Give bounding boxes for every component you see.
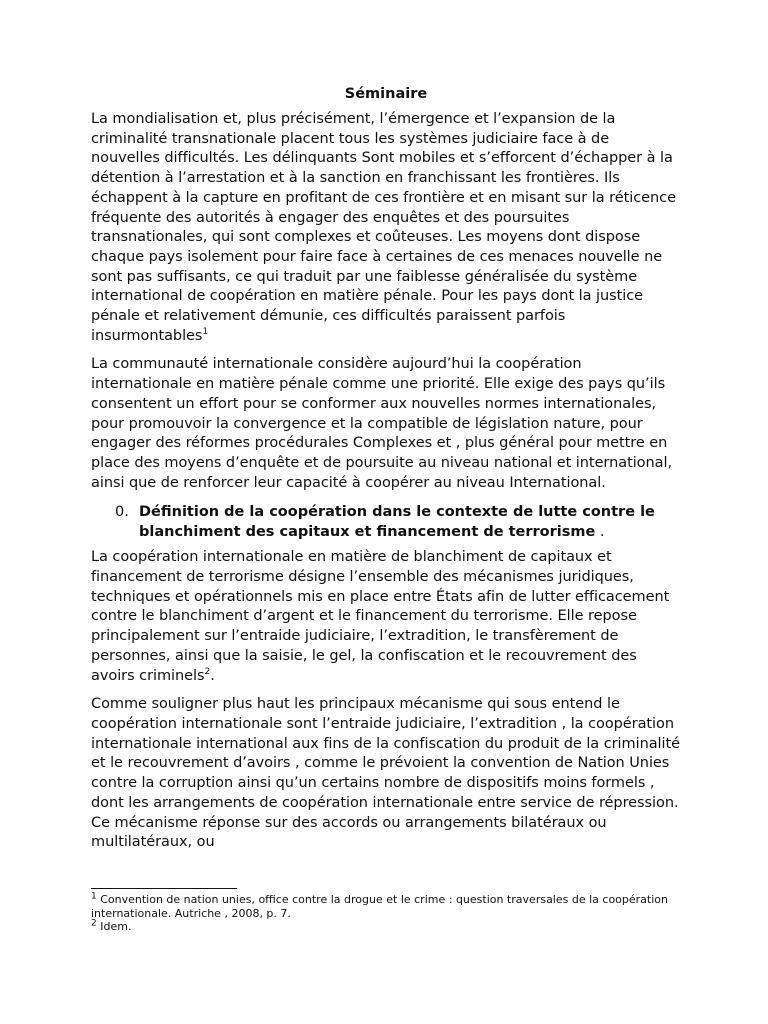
section-heading <box>91 502 681 542</box>
paragraph-1-text: La mondialisation et, plus précisément, l’émergence et l’expansion de la criminalité transnationale placent tous les systèmes judiciaire face à de nouvelles difficultés. Les délinquants Sont mobiles et s’efforcent d’échapper à la détention à l’arrestation et à la sanction en franchissant les frontières. Ils échappent à la capture en profitant de ces frontière et en misant sur la réticence fréquente des autorités à engager des enquêtes et des poursuites transnationales, qui sont complexes et coûteuses. Les moyens dont dispose chaque pays isolement pour faire face à certaines de ces menaces nouvelle ne sont pas suffisants, ce qui traduit par une faiblesse généralisée du système international de coopération en matière pénale. Pour les pays dont la justice pénale et relativement démunie, ces difficultés paraissent parfois insurmontables <box>91 111 676 344</box>
footnote-mark-1: 1 <box>91 891 97 902</box>
footnote-2 <box>91 920 706 934</box>
footnote-mark-2: 2 <box>91 918 97 929</box>
footnote-1-text: Convention de nation unies, office contre la drogue et le crime : question traversales de la coopération internationale. Autriche , 2008, p. 7. <box>91 893 668 920</box>
paragraph-2: La communauté internationale considère aujourd’hui la coopération internationale en matière pénale comme une priorité. Elle exige des pays qu’ils consentent un effort pour se conformer aux nouvelles normes internationales, pour promouvoir la convergence et la compatible de législation nature, pour engager des réformes procédurales Complexes et , plus général pour mettre en place des moyens d’enquête et de poursuite au niveau national et international, ainsi que de renforcer leur capacité à coopérer au niveau International. <box>91 356 673 491</box>
footnote-2-text: Idem. <box>96 920 132 933</box>
footnotes <box>91 888 706 934</box>
section-title-text: Définition de la coopération dans le contexte de lutte contre le blanchiment des capitaux et financement de terrorisme <box>139 504 655 541</box>
footnote-1 <box>91 893 706 920</box>
paragraph-4: Comme souligner plus haut les principaux mécanisme qui sous entend le coopération internationale sont l’entraide judiciaire, l’extradition , la coopération internationale international aux fins de la confiscation du produit de la criminalité et le recouvrement d’avoirs , comme le prévoient la convention de Nation Unies contre la corruption ainsi qu’un certains nombre de dispositifs moins formels , dont les arrangements de coopération internationale entre service de répression. Ce mécanisme réponse sur des accords ou arrangements bilatéraux ou multilatéraux, ou <box>91 696 681 851</box>
section-title-tail: . <box>595 524 605 541</box>
page-title: Séminaire <box>344 86 428 102</box>
paragraph-3 <box>91 548 681 686</box>
document-body <box>91 84 681 862</box>
section-title <box>139 502 681 542</box>
paragraph-1 <box>91 110 681 346</box>
section-number: 0. <box>115 504 129 521</box>
footnote-ref-2[interactable]: 2 <box>204 666 211 677</box>
paragraph-3-tail: . <box>210 667 215 684</box>
footnote-separator <box>91 888 237 889</box>
paragraph-3-text: La coopération internationale en matière de blanchiment de capitaux et financement de terrorisme désigne l’ensemble des mécanismes juridiques, techniques et opérationnels mis en place entre États afin de lutter efficacement contre le blanchiment d’argent et le financement du terrorisme. Elle repose principalement sur l’entraide judiciaire, l’extradition, le transfèrement de personnes, ainsi que la saisie, le gel, la confiscation et le recouvrement des avoirs criminels <box>91 549 670 684</box>
footnote-ref-1[interactable]: 1 <box>202 326 209 337</box>
